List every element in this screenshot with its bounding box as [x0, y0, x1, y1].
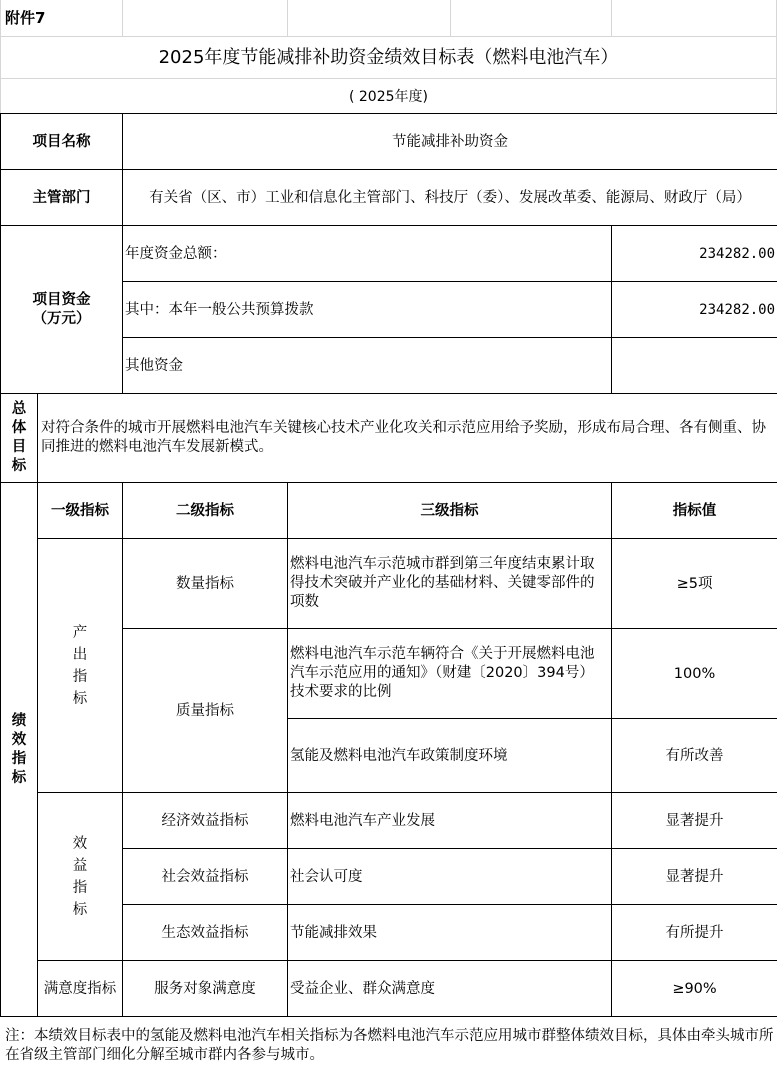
fund-total-value: 234282.00 [612, 226, 777, 282]
ecological-benefit-value: 有所提升 [612, 905, 777, 961]
satisfaction-item: 受益企业、群众满意度 [288, 961, 612, 1017]
table-row [1, 226, 777, 282]
table-row [1, 539, 777, 629]
fund-label [1, 226, 123, 394]
header-value: 指标值 [612, 483, 777, 539]
header-level2: 二级指标 [123, 483, 288, 539]
economic-benefit-label: 经济效益指标 [123, 793, 288, 849]
goal-label-char: 总 [11, 401, 27, 417]
output-label-char: 出 [72, 646, 88, 663]
output-label-char: 指 [72, 668, 88, 685]
grid-line [450, 0, 451, 36]
fund-label-line2: （万元） [32, 310, 91, 327]
side-label-char: 绩 [11, 712, 27, 729]
economic-benefit-value: 显著提升 [612, 793, 777, 849]
performance-indicator-label [1, 483, 38, 1017]
table-row [1, 483, 777, 539]
table-row [1, 394, 777, 483]
ecological-benefit-label: 生态效益指标 [123, 905, 288, 961]
fund-label-line1: 项目资金 [32, 291, 91, 308]
social-benefit-value: 显著提升 [612, 849, 777, 905]
output-label-char: 产 [72, 624, 88, 641]
department-label: 主管部门 [1, 170, 123, 226]
quality-indicator-item-1: 燃料电池汽车示范车辆符合《关于开展燃料电池汽车示范应用的通知》（财建〔2020〕394号）技术要求的比例 [288, 629, 612, 719]
benefit-label-char: 效 [72, 835, 88, 852]
grid-line [611, 0, 612, 36]
fund-budget-label: 其中：本年一般公共预算拨款 [123, 282, 612, 338]
economic-benefit-item: 燃料电池汽车产业发展 [288, 793, 612, 849]
quality-indicator-value-1: 100% [612, 629, 777, 719]
table-row [1, 170, 777, 226]
social-benefit-item: 社会认可度 [288, 849, 612, 905]
year-label: ( 2025年度) [348, 89, 428, 105]
side-label-char: 标 [11, 769, 27, 786]
quality-indicator-label: 质量指标 [123, 629, 288, 793]
quality-indicator-value-2: 有所改善 [612, 719, 777, 793]
side-label-char: 指 [11, 750, 27, 767]
benefit-label-char: 标 [72, 901, 88, 918]
grid-line [0, 36, 777, 37]
output-label-char: 标 [72, 690, 88, 707]
fund-other-value [612, 338, 777, 394]
goal-label-char: 体 [11, 420, 27, 436]
fund-other-label: 其他资金 [123, 338, 612, 394]
satisfaction-level1: 满意度指标 [38, 961, 123, 1017]
satisfaction-value: ≥90% [612, 961, 777, 1017]
header-level1: 一级指标 [38, 483, 123, 539]
table-row [1, 793, 777, 849]
overall-goal-text: 对符合条件的城市开展燃料电池汽车关键核心技术产业化攻关和示范应用给予奖励，形成布局合理、各有侧重、协同推进的燃料电池汽车发展新模式。 [38, 394, 777, 483]
department-value: 有关省（区、市）工业和信息化主管部门、科技厅（委）、发展改革委、能源局、财政厅（局） [123, 170, 777, 226]
project-name-value: 节能减排补助资金 [123, 114, 777, 170]
header-level3: 三级指标 [288, 483, 612, 539]
grid-line [122, 0, 123, 36]
ecological-benefit-item: 节能减排效果 [288, 905, 612, 961]
quantity-indicator-value: ≥5项 [612, 539, 777, 629]
social-benefit-label: 社会效益指标 [123, 849, 288, 905]
satisfaction-level2: 服务对象满意度 [123, 961, 288, 1017]
fund-budget-value: 234282.00 [612, 282, 777, 338]
table-row [1, 961, 777, 1017]
grid-line [0, 78, 777, 79]
project-name-label: 项目名称 [1, 114, 123, 170]
attachment-label: 附件7 [5, 9, 46, 27]
page-title: 2025年度节能减排补助资金绩效目标表（燃料电池汽车） [158, 47, 619, 68]
quality-indicator-item-2: 氢能及燃料电池汽车政策制度环境 [288, 719, 612, 793]
benefit-label-char: 益 [72, 857, 88, 874]
overall-goal-label [1, 394, 38, 483]
goal-label-char: 目 [11, 439, 27, 455]
fund-total-label: 年度资金总额： [123, 226, 612, 282]
performance-target-table [0, 113, 777, 1017]
output-indicator-label [38, 539, 123, 793]
table-row [1, 114, 777, 170]
side-label-char: 效 [11, 731, 27, 748]
grid-line [287, 0, 288, 36]
benefit-indicator-label [38, 793, 123, 961]
footnote: 注：本绩效目标表中的氢能及燃料电池汽车相关指标为各燃料电池汽车示范应用城市群整体绩效目标，具体由牵头城市所在省级主管部门细化分解至城市群内各参与城市。 [5, 1028, 774, 1063]
quantity-indicator-item: 燃料电池汽车示范城市群到第三年度结束累计取得技术突破并产业化的基础材料、关键零部件的项数 [288, 539, 612, 629]
benefit-label-char: 指 [72, 879, 88, 896]
quantity-indicator-label: 数量指标 [123, 539, 288, 629]
goal-label-char: 标 [11, 458, 27, 474]
